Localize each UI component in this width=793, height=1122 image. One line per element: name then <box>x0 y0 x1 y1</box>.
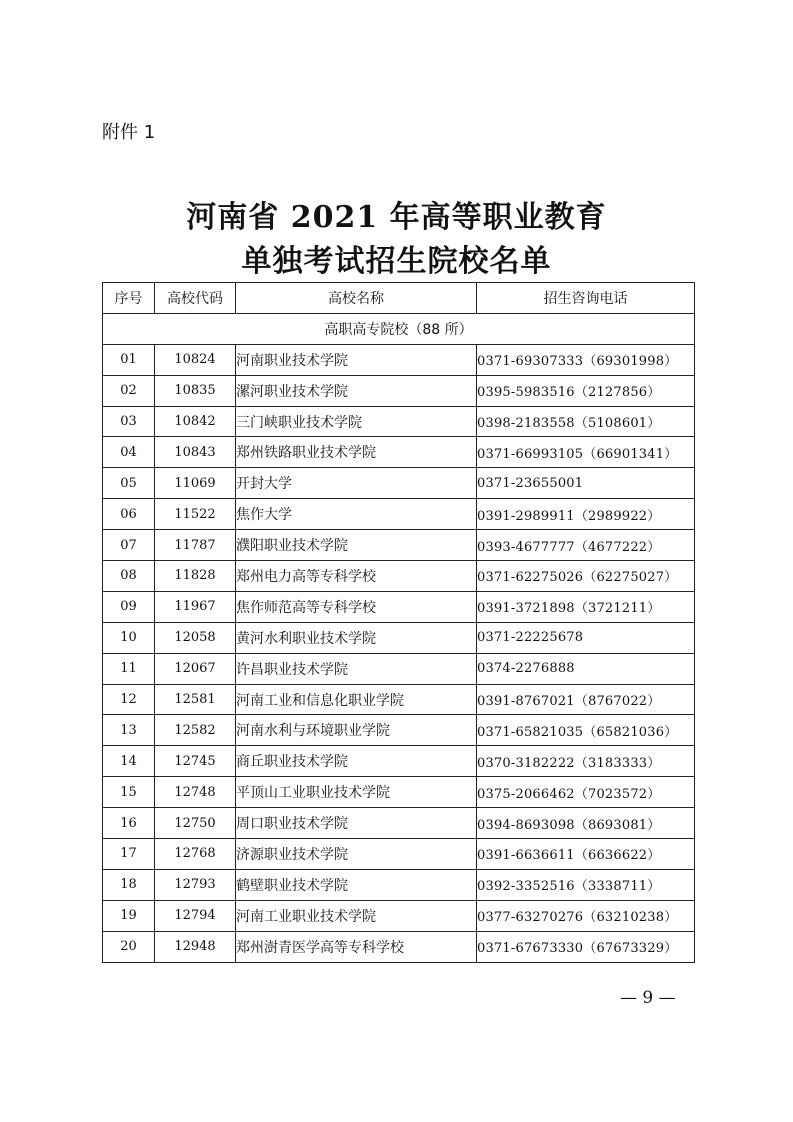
table-header-row <box>103 283 695 314</box>
cell-school-name: 河南职业技术学院 <box>236 344 477 375</box>
cell-serial: 10 <box>103 622 155 653</box>
table-row <box>103 591 695 622</box>
cell-serial: 07 <box>103 530 155 561</box>
cell-code: 11787 <box>155 530 236 561</box>
cell-school-name: 周口职业技术学院 <box>236 808 477 839</box>
cell-phone: 0391-6636611（6636622） <box>477 839 695 870</box>
table-row <box>103 530 695 561</box>
section-label: 高职高专院校（88 所） <box>103 313 695 344</box>
table-row <box>103 900 695 931</box>
table-row <box>103 406 695 437</box>
cell-school-name: 漯河职业技术学院 <box>236 375 477 406</box>
cell-code: 10824 <box>155 344 236 375</box>
cell-code: 12745 <box>155 746 236 777</box>
cell-serial: 15 <box>103 777 155 808</box>
cell-code: 12793 <box>155 869 236 900</box>
cell-code: 11522 <box>155 499 236 530</box>
cell-code: 12794 <box>155 900 236 931</box>
document-title-line-2: 单独考试招生院校名单 <box>241 244 552 279</box>
cell-serial: 08 <box>103 561 155 592</box>
cell-phone: 0371-62275026（62275027） <box>477 561 695 592</box>
cell-school-name: 郑州铁路职业技术学院 <box>236 437 477 468</box>
table-row <box>103 468 695 499</box>
table-row <box>103 684 695 715</box>
cell-serial: 20 <box>103 931 155 962</box>
cell-phone: 0371-65821035（65821036） <box>477 715 695 746</box>
cell-code: 12948 <box>155 931 236 962</box>
school-list-table <box>102 282 695 963</box>
cell-serial: 18 <box>103 869 155 900</box>
table-row <box>103 653 695 684</box>
cell-school-name: 许昌职业技术学院 <box>236 653 477 684</box>
cell-code: 10835 <box>155 375 236 406</box>
cell-serial: 05 <box>103 468 155 499</box>
cell-serial: 09 <box>103 591 155 622</box>
cell-phone: 0371-66993105（66901341） <box>477 437 695 468</box>
cell-phone: 0374-2276888 <box>477 653 695 684</box>
cell-code: 11069 <box>155 468 236 499</box>
header-serial: 序号 <box>103 283 155 314</box>
table-row <box>103 715 695 746</box>
cell-serial: 19 <box>103 900 155 931</box>
cell-school-name: 鹤壁职业技术学院 <box>236 869 477 900</box>
cell-code: 12768 <box>155 839 236 870</box>
header-phone: 招生咨询电话 <box>477 283 695 314</box>
cell-phone: 0371-22225678 <box>477 622 695 653</box>
cell-phone: 0377-63270276（63210238） <box>477 900 695 931</box>
cell-phone: 0391-8767021（8767022） <box>477 684 695 715</box>
cell-code: 10843 <box>155 437 236 468</box>
cell-school-name: 郑州澍青医学高等专科学校 <box>236 931 477 962</box>
cell-school-name: 商丘职业技术学院 <box>236 746 477 777</box>
cell-code: 11828 <box>155 561 236 592</box>
cell-code: 12058 <box>155 622 236 653</box>
cell-school-name: 河南工业职业技术学院 <box>236 900 477 931</box>
cell-phone: 0398-2183558（5108601） <box>477 406 695 437</box>
table-row <box>103 561 695 592</box>
table-row <box>103 499 695 530</box>
cell-serial: 14 <box>103 746 155 777</box>
document-title-line-1: 河南省 2021 年高等职业教育 <box>186 200 607 235</box>
cell-school-name: 濮阳职业技术学院 <box>236 530 477 561</box>
cell-phone: 0375-2066462（7023572） <box>477 777 695 808</box>
cell-code: 12582 <box>155 715 236 746</box>
cell-phone: 0371-67673330（67673329） <box>477 931 695 962</box>
cell-school-name: 河南水利与环境职业学院 <box>236 715 477 746</box>
cell-code: 12748 <box>155 777 236 808</box>
cell-phone: 0395-5983516（2127856） <box>477 375 695 406</box>
header-name: 高校名称 <box>236 283 477 314</box>
table-row <box>103 869 695 900</box>
cell-phone: 0371-69307333（69301998） <box>477 344 695 375</box>
cell-serial: 06 <box>103 499 155 530</box>
table-row <box>103 808 695 839</box>
cell-serial: 02 <box>103 375 155 406</box>
cell-serial: 12 <box>103 684 155 715</box>
cell-phone: 0392-3352516（3338711） <box>477 869 695 900</box>
cell-code: 12581 <box>155 684 236 715</box>
cell-school-name: 郑州电力高等专科学校 <box>236 561 477 592</box>
cell-phone: 0391-2989911（2989922） <box>477 499 695 530</box>
cell-serial: 03 <box>103 406 155 437</box>
table-row <box>103 746 695 777</box>
cell-serial: 13 <box>103 715 155 746</box>
cell-school-name: 黄河水利职业技术学院 <box>236 622 477 653</box>
attachment-label: 附件 1 <box>102 122 156 143</box>
cell-school-name: 济源职业技术学院 <box>236 839 477 870</box>
cell-phone: 0391-3721898（3721211） <box>477 591 695 622</box>
cell-serial: 04 <box>103 437 155 468</box>
cell-school-name: 三门峡职业技术学院 <box>236 406 477 437</box>
cell-phone: 0371-23655001 <box>477 468 695 499</box>
table-row <box>103 839 695 870</box>
table-row <box>103 344 695 375</box>
cell-school-name: 开封大学 <box>236 468 477 499</box>
header-code: 高校代码 <box>155 283 236 314</box>
cell-phone: 0394-8693098（8693081） <box>477 808 695 839</box>
cell-serial: 17 <box>103 839 155 870</box>
cell-school-name: 河南工业和信息化职业学院 <box>236 684 477 715</box>
cell-code: 11967 <box>155 591 236 622</box>
cell-phone: 0370-3182222（3183333） <box>477 746 695 777</box>
cell-code: 12067 <box>155 653 236 684</box>
table-row <box>103 777 695 808</box>
cell-school-name: 焦作师范高等专科学校 <box>236 591 477 622</box>
cell-phone: 0393-4677777（4677222） <box>477 530 695 561</box>
cell-code: 10842 <box>155 406 236 437</box>
cell-serial: 16 <box>103 808 155 839</box>
section-row <box>103 313 695 344</box>
cell-serial: 11 <box>103 653 155 684</box>
cell-school-name: 平顶山工业职业技术学院 <box>236 777 477 808</box>
table-row <box>103 622 695 653</box>
table-row <box>103 931 695 962</box>
table-row <box>103 375 695 406</box>
page-number: — 9 — <box>620 988 676 1008</box>
cell-code: 12750 <box>155 808 236 839</box>
cell-serial: 01 <box>103 344 155 375</box>
cell-school-name: 焦作大学 <box>236 499 477 530</box>
table-row <box>103 437 695 468</box>
